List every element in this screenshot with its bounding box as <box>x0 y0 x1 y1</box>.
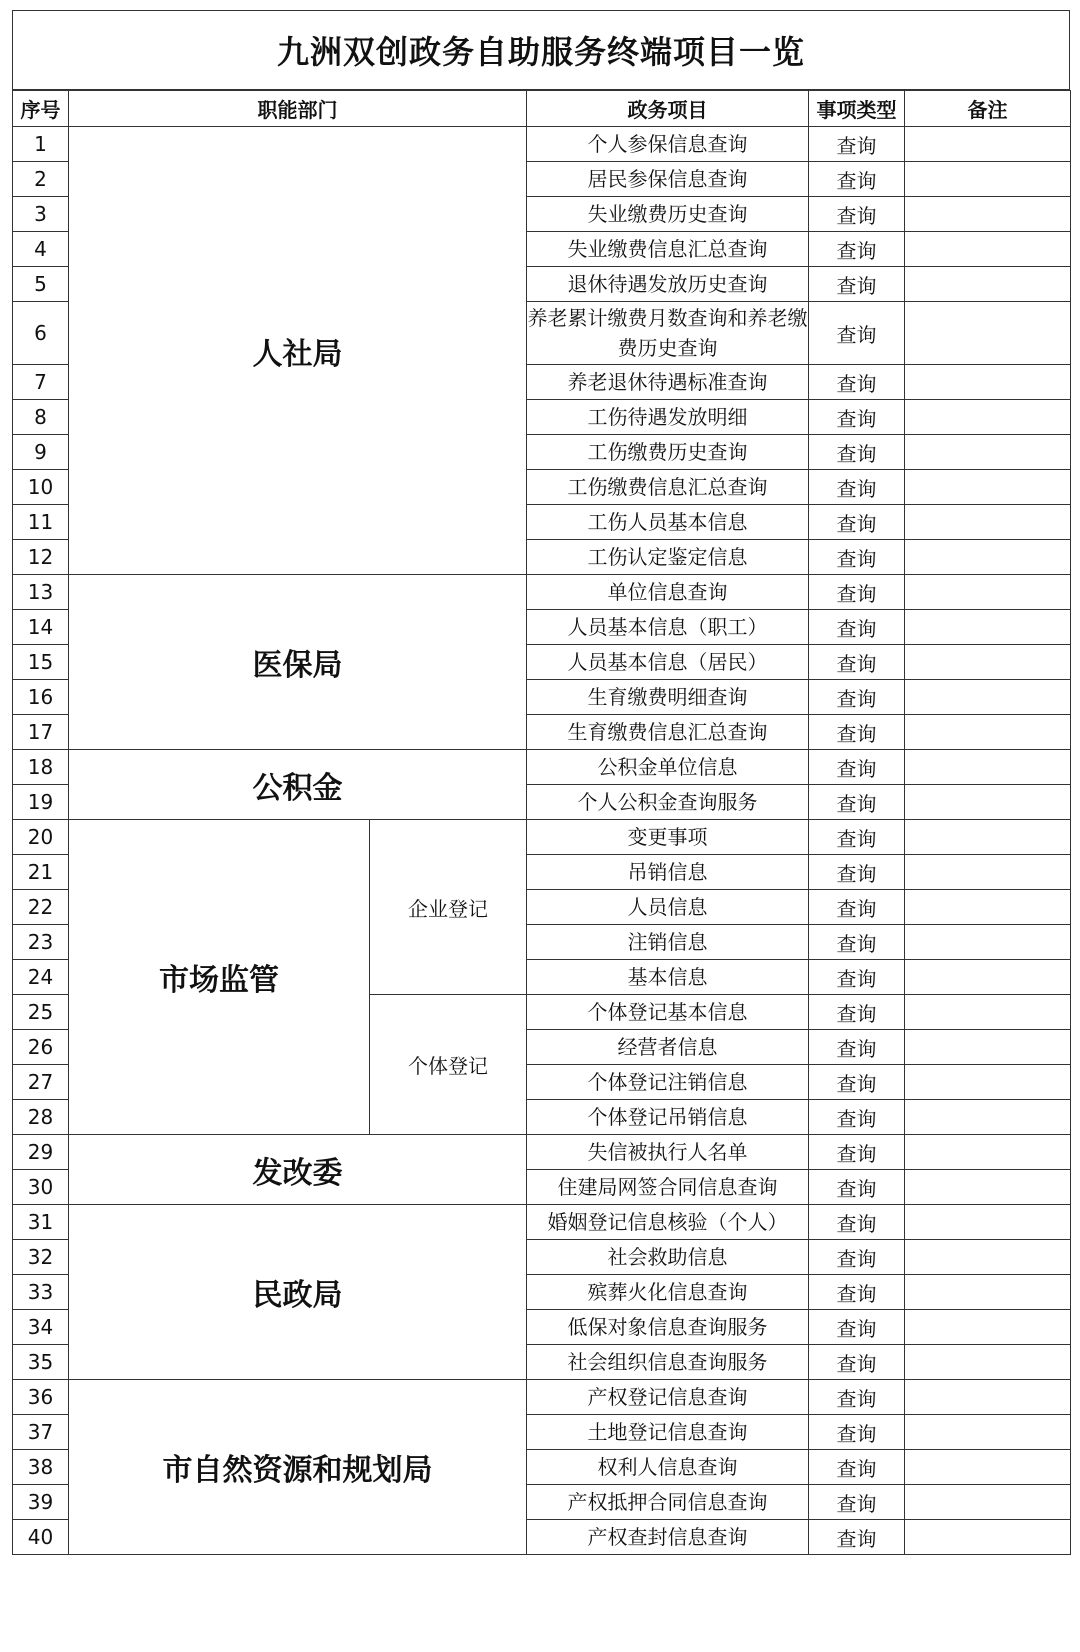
cell-type: 查询 <box>809 785 905 820</box>
service-table <box>12 90 1071 1555</box>
cell-seq: 19 <box>13 785 69 820</box>
cell-seq: 7 <box>13 365 69 400</box>
cell-seq: 27 <box>13 1065 69 1100</box>
cell-item: 殡葬火化信息查询 <box>527 1275 809 1310</box>
table-row <box>13 1205 1071 1240</box>
cell-note <box>905 127 1071 162</box>
cell-type: 查询 <box>809 715 905 750</box>
cell-type: 查询 <box>809 1450 905 1485</box>
cell-item: 工伤缴费历史查询 <box>527 435 809 470</box>
cell-seq: 33 <box>13 1275 69 1310</box>
cell-seq: 26 <box>13 1030 69 1065</box>
cell-seq: 30 <box>13 1170 69 1205</box>
cell-seq: 40 <box>13 1520 69 1555</box>
cell-note <box>905 505 1071 540</box>
cell-seq: 31 <box>13 1205 69 1240</box>
cell-seq: 12 <box>13 540 69 575</box>
cell-note <box>905 785 1071 820</box>
cell-type: 查询 <box>809 1100 905 1135</box>
cell-seq: 39 <box>13 1485 69 1520</box>
cell-seq: 34 <box>13 1310 69 1345</box>
cell-item: 人员基本信息（职工） <box>527 610 809 645</box>
cell-item: 基本信息 <box>527 960 809 995</box>
header-seq: 序号 <box>13 91 69 127</box>
cell-note <box>905 820 1071 855</box>
cell-type: 查询 <box>809 302 905 365</box>
cell-item: 经营者信息 <box>527 1030 809 1065</box>
cell-note <box>905 435 1071 470</box>
cell-type: 查询 <box>809 1485 905 1520</box>
cell-seq: 17 <box>13 715 69 750</box>
cell-item: 权利人信息查询 <box>527 1450 809 1485</box>
cell-seq: 20 <box>13 820 69 855</box>
cell-type: 查询 <box>809 470 905 505</box>
cell-item: 注销信息 <box>527 925 809 960</box>
cell-item: 工伤人员基本信息 <box>527 505 809 540</box>
cell-department: 市自然资源和规划局 <box>69 1380 527 1555</box>
cell-item: 吊销信息 <box>527 855 809 890</box>
cell-note <box>905 162 1071 197</box>
cell-note <box>905 995 1071 1030</box>
cell-item: 产权抵押合同信息查询 <box>527 1485 809 1520</box>
table-row <box>13 750 1071 785</box>
header-item: 政务项目 <box>527 91 809 127</box>
cell-item: 个人公积金查询服务 <box>527 785 809 820</box>
cell-seq: 18 <box>13 750 69 785</box>
cell-seq: 16 <box>13 680 69 715</box>
cell-seq: 10 <box>13 470 69 505</box>
cell-type: 查询 <box>809 197 905 232</box>
table-row <box>13 820 1071 855</box>
cell-seq: 9 <box>13 435 69 470</box>
cell-note <box>905 1100 1071 1135</box>
cell-type: 查询 <box>809 750 905 785</box>
cell-note <box>905 1450 1071 1485</box>
cell-note <box>905 232 1071 267</box>
cell-item: 个人参保信息查询 <box>527 127 809 162</box>
document-sheet <box>12 10 1070 1645</box>
cell-type: 查询 <box>809 1135 905 1170</box>
cell-type: 查询 <box>809 400 905 435</box>
cell-note <box>905 1205 1071 1240</box>
cell-type: 查询 <box>809 575 905 610</box>
cell-seq: 38 <box>13 1450 69 1485</box>
cell-type: 查询 <box>809 365 905 400</box>
cell-item: 个体登记注销信息 <box>527 1065 809 1100</box>
cell-type: 查询 <box>809 1380 905 1415</box>
cell-type: 查询 <box>809 267 905 302</box>
cell-seq: 14 <box>13 610 69 645</box>
cell-type: 查询 <box>809 1415 905 1450</box>
cell-type: 查询 <box>809 1065 905 1100</box>
cell-seq: 37 <box>13 1415 69 1450</box>
cell-type: 查询 <box>809 610 905 645</box>
cell-department: 医保局 <box>69 575 527 750</box>
cell-note <box>905 1520 1071 1555</box>
cell-note <box>905 1310 1071 1345</box>
cell-seq: 3 <box>13 197 69 232</box>
cell-seq: 36 <box>13 1380 69 1415</box>
cell-item: 低保对象信息查询服务 <box>527 1310 809 1345</box>
cell-item: 退休待遇发放历史查询 <box>527 267 809 302</box>
cell-type: 查询 <box>809 1240 905 1275</box>
cell-item: 养老退休待遇标准查询 <box>527 365 809 400</box>
cell-type: 查询 <box>809 505 905 540</box>
cell-note <box>905 1065 1071 1100</box>
cell-seq: 35 <box>13 1345 69 1380</box>
cell-note <box>905 540 1071 575</box>
cell-type: 查询 <box>809 1170 905 1205</box>
cell-item: 人员信息 <box>527 890 809 925</box>
cell-type: 查询 <box>809 645 905 680</box>
cell-seq: 4 <box>13 232 69 267</box>
cell-item: 失业缴费信息汇总查询 <box>527 232 809 267</box>
cell-subgroup: 个体登记 <box>370 995 527 1135</box>
cell-item: 单位信息查询 <box>527 575 809 610</box>
cell-item: 住建局网签合同信息查询 <box>527 1170 809 1205</box>
cell-item: 产权查封信息查询 <box>527 1520 809 1555</box>
cell-type: 查询 <box>809 1520 905 1555</box>
table-row <box>13 1135 1071 1170</box>
cell-note <box>905 1170 1071 1205</box>
cell-item: 婚姻登记信息核验（个人） <box>527 1205 809 1240</box>
cell-note <box>905 1415 1071 1450</box>
cell-note <box>905 645 1071 680</box>
cell-seq: 2 <box>13 162 69 197</box>
cell-note <box>905 855 1071 890</box>
cell-department: 发改委 <box>69 1135 527 1205</box>
cell-note <box>905 925 1071 960</box>
cell-department: 民政局 <box>69 1205 527 1380</box>
cell-item: 人员基本信息（居民） <box>527 645 809 680</box>
cell-item: 社会救助信息 <box>527 1240 809 1275</box>
cell-subgroup: 企业登记 <box>370 820 527 995</box>
cell-item: 失信被执行人名单 <box>527 1135 809 1170</box>
cell-type: 查询 <box>809 925 905 960</box>
cell-note <box>905 680 1071 715</box>
cell-item: 居民参保信息查询 <box>527 162 809 197</box>
cell-note <box>905 1380 1071 1415</box>
cell-seq: 32 <box>13 1240 69 1275</box>
cell-type: 查询 <box>809 1275 905 1310</box>
cell-seq: 29 <box>13 1135 69 1170</box>
cell-item: 生育缴费信息汇总查询 <box>527 715 809 750</box>
cell-note <box>905 1275 1071 1310</box>
cell-note <box>905 302 1071 365</box>
header-row <box>13 91 1071 127</box>
cell-type: 查询 <box>809 1310 905 1345</box>
cell-type: 查询 <box>809 855 905 890</box>
cell-type: 查询 <box>809 1345 905 1380</box>
cell-type: 查询 <box>809 162 905 197</box>
cell-seq: 22 <box>13 890 69 925</box>
cell-type: 查询 <box>809 1205 905 1240</box>
page-title: 九洲双创政务自助服务终端项目一览 <box>12 10 1070 90</box>
cell-item: 工伤待遇发放明细 <box>527 400 809 435</box>
cell-note <box>905 1345 1071 1380</box>
cell-department: 市场监管 <box>69 820 370 1135</box>
cell-type: 查询 <box>809 435 905 470</box>
cell-note <box>905 610 1071 645</box>
cell-note <box>905 267 1071 302</box>
header-note: 备注 <box>905 91 1071 127</box>
cell-type: 查询 <box>809 995 905 1030</box>
cell-item: 养老累计缴费月数查询和养老缴费历史查询 <box>527 302 809 365</box>
cell-item: 工伤认定鉴定信息 <box>527 540 809 575</box>
cell-seq: 6 <box>13 302 69 365</box>
cell-item: 变更事项 <box>527 820 809 855</box>
cell-item: 个体登记基本信息 <box>527 995 809 1030</box>
cell-type: 查询 <box>809 1030 905 1065</box>
header-type: 事项类型 <box>809 91 905 127</box>
cell-item: 工伤缴费信息汇总查询 <box>527 470 809 505</box>
cell-note <box>905 1135 1071 1170</box>
cell-note <box>905 197 1071 232</box>
cell-seq: 23 <box>13 925 69 960</box>
cell-note <box>905 750 1071 785</box>
cell-note <box>905 1485 1071 1520</box>
cell-seq: 5 <box>13 267 69 302</box>
header-dept: 职能部门 <box>69 91 527 127</box>
cell-type: 查询 <box>809 890 905 925</box>
cell-item: 土地登记信息查询 <box>527 1415 809 1450</box>
cell-seq: 8 <box>13 400 69 435</box>
cell-item: 个体登记吊销信息 <box>527 1100 809 1135</box>
cell-department: 公积金 <box>69 750 527 820</box>
cell-type: 查询 <box>809 820 905 855</box>
cell-item: 产权登记信息查询 <box>527 1380 809 1415</box>
cell-item: 生育缴费明细查询 <box>527 680 809 715</box>
cell-seq: 24 <box>13 960 69 995</box>
cell-note <box>905 365 1071 400</box>
cell-type: 查询 <box>809 960 905 995</box>
cell-note <box>905 400 1071 435</box>
cell-seq: 21 <box>13 855 69 890</box>
table-row <box>13 575 1071 610</box>
cell-note <box>905 1030 1071 1065</box>
cell-type: 查询 <box>809 127 905 162</box>
cell-type: 查询 <box>809 680 905 715</box>
cell-seq: 13 <box>13 575 69 610</box>
cell-item: 公积金单位信息 <box>527 750 809 785</box>
cell-seq: 25 <box>13 995 69 1030</box>
cell-note <box>905 1240 1071 1275</box>
cell-note <box>905 960 1071 995</box>
cell-seq: 28 <box>13 1100 69 1135</box>
cell-seq: 15 <box>13 645 69 680</box>
cell-item: 失业缴费历史查询 <box>527 197 809 232</box>
cell-note <box>905 575 1071 610</box>
cell-note <box>905 890 1071 925</box>
cell-item: 社会组织信息查询服务 <box>527 1345 809 1380</box>
table-row <box>13 127 1071 162</box>
cell-note <box>905 715 1071 750</box>
cell-seq: 1 <box>13 127 69 162</box>
cell-department: 人社局 <box>69 127 527 575</box>
cell-type: 查询 <box>809 540 905 575</box>
cell-type: 查询 <box>809 232 905 267</box>
table-row <box>13 1380 1071 1415</box>
cell-seq: 11 <box>13 505 69 540</box>
cell-note <box>905 470 1071 505</box>
